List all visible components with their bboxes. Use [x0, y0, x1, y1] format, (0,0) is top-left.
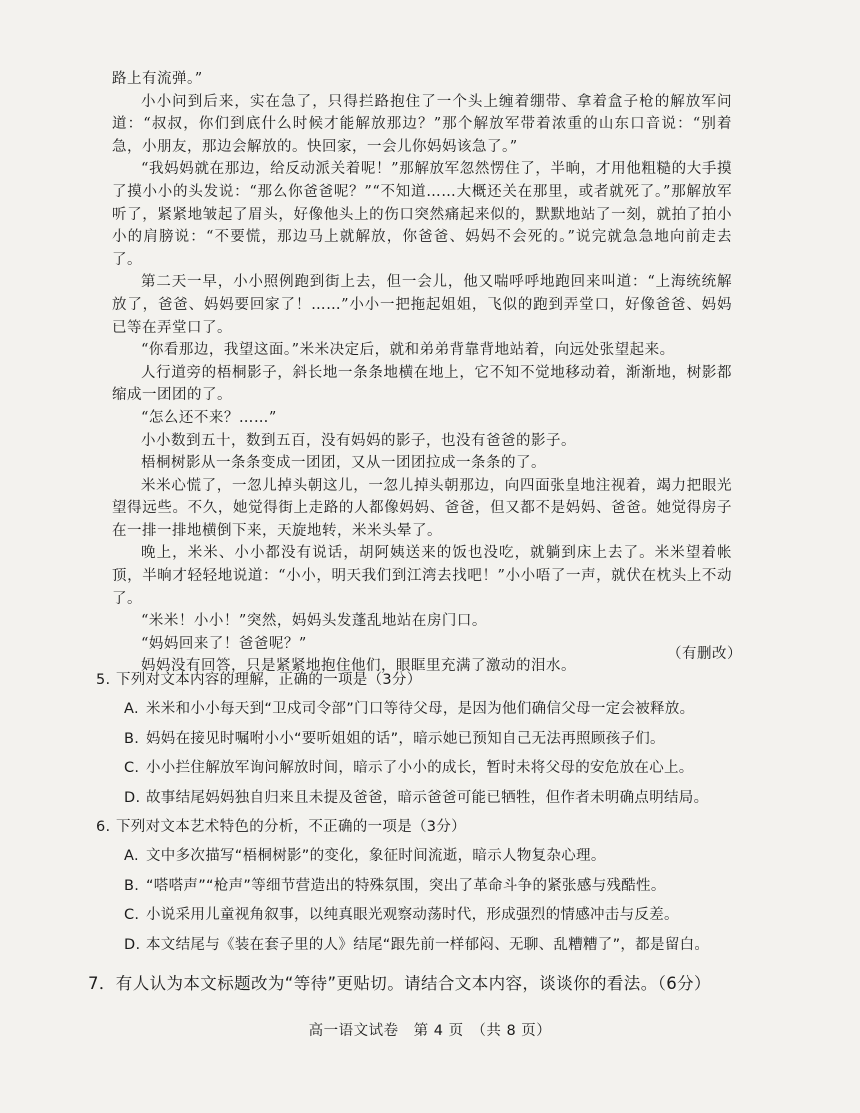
passage-paragraph: 第二天一早，小小照例跑到街上去，但一会儿，他又喘呼呼地跑回来叫道：“上海统统解放了，爸爸、妈妈要回家了！……”小小一把拖起姐姐，飞似的跑到弄堂口，好像爸爸、妈妈已等在弄堂口了。: [112, 274, 732, 336]
option-text: 小说采用儿童视角叙事，以纯真眼光观察动荡时代，形成强烈的情感冲击与反差。: [146, 907, 679, 923]
question-stem: [96, 813, 736, 842]
question-list: [96, 666, 736, 960]
question-number: 6.: [96, 819, 111, 835]
option-text: 妈妈在接见时嘱咐小小“要听姐姐的话”，暗示她已预知自己无法再照顾孩子们。: [146, 730, 665, 747]
option-letter: A.: [124, 848, 139, 864]
question-text: 下列对文本艺术特色的分析，不正确的一项是（3分）: [116, 819, 466, 835]
passage-paragraph: “米米！小小！”突然，妈妈头发蓬乱地站在房门口。: [141, 613, 487, 630]
answer-option: [124, 901, 736, 931]
question-number: 5.: [96, 672, 111, 688]
answer-option: [124, 931, 736, 961]
passage-paragraph: “你看那边，我望这面。”米米决定后，就和弟弟背靠背地站着，向远处张望起来。: [141, 342, 675, 359]
passage-paragraph: “我妈妈就在那边，给反动派关着呢！”那解放军忽然愣住了，半晌，才用他粗糙的大手摸了摸小小的头发说：“那么你爸爸呢？”“不知道……大概还关在那里，或者就死了。”那解放军听了，紧紧地皱起了眉头，好像他头上的伤口突然痛起来似的，默默地站了一刻，就拍了拍小小的肩膀说：“不要慌，那边马上就解放，你爸爸、妈妈不会死的。”说完就急急地向前走去了。: [112, 161, 732, 268]
page-footer: 高一语文试卷 第 4 页 （共 8 页）: [308, 1023, 552, 1039]
option-letter: C.: [124, 760, 140, 776]
passage-paragraph: 人行道旁的梧桐影子，斜长地一条条地横在地上，它不知不觉地移动着，渐渐地，树影都缩成一团团的了。: [112, 364, 732, 404]
passage-paragraph: 路上有流弹。”: [112, 71, 203, 87]
answer-option: [124, 695, 736, 725]
source-note: （有删改）: [667, 646, 742, 662]
question-stem: [96, 666, 736, 695]
answer-option: [124, 754, 736, 784]
option-letter: B.: [124, 730, 140, 747]
reading-passage: [112, 68, 732, 678]
answer-option: [124, 872, 736, 902]
passage-paragraph: 妈妈没有回答，只是紧紧地抱住他们，眼眶里充满了激动的泪水。: [141, 658, 576, 675]
passage-paragraph: 晚上，米米、小小都没有说话，胡阿姨送来的饭也没吃，就躺到床上去了。米米望着帐顶，半晌才轻轻地说道：“小小，明天我们到江湾去找吧！”小小唔了一声，就伏在枕头上不动了。: [112, 545, 732, 607]
answer-option: [124, 725, 736, 755]
passage-paragraph: “妈妈回来了！爸爸呢？”: [141, 635, 307, 652]
option-letter: D.: [124, 789, 141, 806]
passage-paragraph: 小小问到后来，实在急了，只得拦路抱住了一个头上缠着绷带、拿着盒子枪的解放军问道：“叔叔，你们到底什么时候才能解放那边？”那个解放军带着浓重的山东口音说：“别着急，小朋友，那边会解放的。快回家，一会儿你妈妈该急了。”: [112, 93, 732, 155]
option-text: 故事结尾妈妈独自归来且未提及爸爸，暗示爸爸可能已牺牲，但作者未明确点明结局。: [146, 789, 709, 806]
question-7: 7．有人认为本文标题改为“等待”更贴切。请结合文本内容，谈谈你的看法。（6分）: [88, 974, 711, 993]
passage-paragraph: 梧桐树影从一条条变成一团团，又从一团团拉成一条条的了。: [141, 455, 546, 472]
option-letter: C.: [124, 907, 140, 923]
option-text: 文中多次描写“梧桐树影”的变化，象征时间流逝，暗示人物复杂心理。: [146, 848, 606, 864]
answer-option: [124, 784, 736, 814]
option-letter: A.: [124, 701, 139, 717]
option-text: 本文结尾与《装在套子里的人》结尾“跟先前一样郁闷、无聊、乱糟糟了”，都是留白。: [146, 936, 710, 953]
answer-option: [124, 842, 736, 872]
passage-paragraph: “怎么还不来？……”: [141, 409, 277, 426]
option-letter: B.: [124, 877, 140, 894]
passage-paragraph: 小小数到五十，数到五百，没有妈妈的影子，也没有爸爸的影子。: [141, 432, 576, 449]
question-text: 下列对文本内容的理解，正确的一项是（3分）: [116, 672, 422, 688]
option-text: 米米和小小每天到“卫戍司令部”门口等待父母，是因为他们确信父母一定会被释放。: [146, 701, 695, 717]
option-text: “嗒嗒声”“枪声”等细节营造出的特殊氛围，突出了革命斗争的紧张感与残酷性。: [146, 877, 666, 894]
option-text: 小小拦住解放军询问解放时间，暗示了小小的成长，暂时未将父母的安危放在心上。: [146, 760, 694, 776]
passage-paragraph: 米米心慌了，一忽儿掉头朝这儿，一忽儿掉头朝那边，向四面张皇地注视着，竭力把眼光望得远些。不久，她觉得街上走路的人都像妈妈、爸爸，但又都不是妈妈、爸爸。她觉得房子在一排一排地横倒下来，天旋地转，米米头晕了。: [112, 477, 732, 539]
option-letter: D.: [124, 936, 141, 953]
